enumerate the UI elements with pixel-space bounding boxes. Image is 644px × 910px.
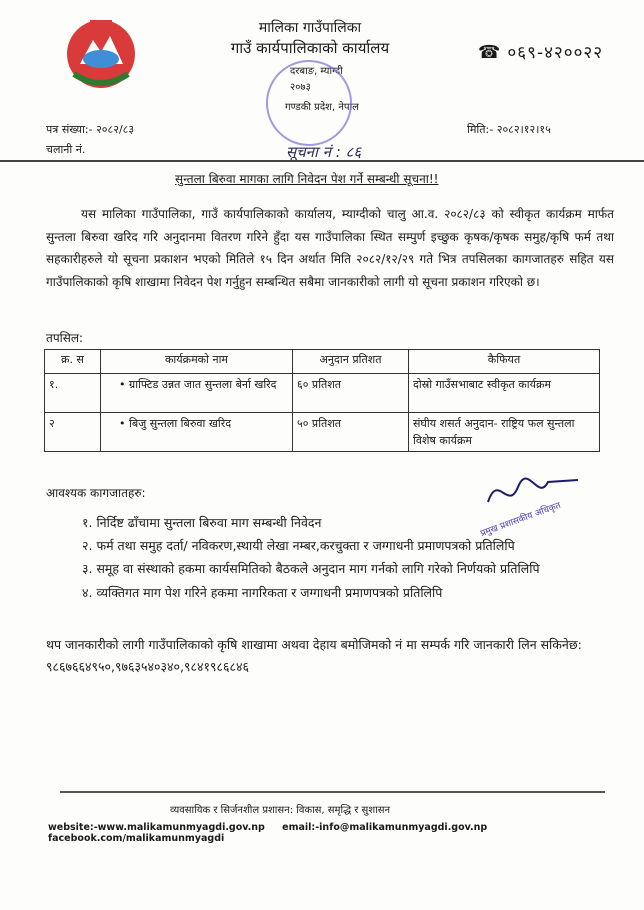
program-table [44,349,600,452]
phone-text: ०६९-४२००२२ [507,43,604,63]
letter-date: मिति:- २०८२।१२।१५ [467,123,551,136]
notice-number: सूचना नं : ८६ [286,143,362,161]
document-item: ४. व्यक्तिगत माग पेश गरिने हकमा नागरिकता र जग्गाधनी प्रमाणपत्रको प्रतिलिपि [82,585,443,600]
address-line: दरबाङ, म्याग्दी [290,66,343,77]
notice-body: यस मालिका गाउँपालिका, गाउँ कार्यपालिकाको कार्यालय, म्याग्दीको चालु आ.व. २०८२/८३ को स्वीकृत कार्यक्रम मार्फत सुन्तला बिरुवा खरिद गरि अनुदानमा वितरण गरिने हुँदा यस गाउँपालिका स्थित सम्पुर्ण इच्छुक कृषक/कृषक समुह/कृषि फर्म तथा सहकारीहरुले यो सूचना प्रकाशन भएको मितिले १५ दिन अर्थात मिति २०८२/१२/२९ गते भित्र तपसिलका कागजातहरु सहित यस गाउँपालिकाको कृषि शाखामा निवेदन पेश गर्नुहुन सम्बन्धित सबैमा जानकारीको लागी यो सूचना प्रकाशन गरिएको छ। [46,207,614,289]
header-program: कार्यक्रमको नाम [101,350,293,374]
footer-divider [60,791,605,793]
municipality-name: मालिका गाउँपालिका [258,20,362,36]
header-sn: क्र. स [45,350,101,374]
office-name: गाउँ कार्यपालिकाको कार्यालय [230,39,390,57]
dispatch-number: चलानी नं. [46,143,86,156]
footer-motto: व्यवसायिक र सिर्जनशील प्रशासन: विकास, समृद्धि र सुशासन [170,805,391,816]
letter-number: पत्र संख्या:- २०८२/८३ [46,123,135,136]
program-name: बिजु सुन्तला बिरुवा खरिद [129,417,232,430]
document-item: २. फर्म तथा समुह दर्ता/ नविकरण,स्थायी लेखा नम्बर,करचुक्ता र जग्गाधनी प्रमाणपत्रको प्रतिलिपि [82,538,515,553]
cell-program [101,374,293,413]
tapsil-label: तपसिल: [46,331,84,345]
footer-contact [48,822,644,844]
table-header-row [45,350,600,374]
table-row [45,374,600,413]
document-item: ३. समूह वा संस्थाको हकमा कार्यसमितिको बैठकले अनुदान माग गर्नको लागि गरेको निर्णयको प्रतिलिपि [82,561,540,576]
office-stamp [255,49,363,157]
province-line: गण्डकी प्रदेश, नेपाल [285,102,359,113]
cell-sn: १. [45,374,101,413]
bullet-icon: • [119,417,126,430]
email-link[interactable]: email:-info@malikamunmyagdi.gov.np [282,822,488,833]
notice-title: सुन्तला बिरुवा मागका लागि निवेदन पेश गर्ने सम्बन्धी सूचना!! [175,172,439,186]
bullet-icon: • [119,378,126,391]
cell-percent: ६० प्रतिशत [293,374,409,413]
header-divider [0,160,644,162]
phone-number[interactable] [478,40,603,63]
cell-program [101,413,293,452]
contact-info-paragraph: थप जानकारीको लागी गाउँपालिकाको कृषि शाखामा अथवा देहाय बमोजिमको नं मा सम्पर्क गरि जानकारी लिन सकिनेछ: ९८६७६६४९५०,९७६३५४०३४०,९८४१९८६८४६ [46,637,582,674]
signatory-title: प्रमुख प्रशासकीय अधिकृत [479,500,563,540]
phone-icon: ☎ [478,42,502,63]
cell-remark: दोस्रो गाउँसभाबाट स्वीकृत कार्यक्रम [409,374,600,413]
facebook-link[interactable]: facebook.com/malikamunmyagdi [48,833,225,844]
established-year: २०७३ [290,82,311,93]
cell-remark: संघीय शसर्त अनुदान- राष्ट्रिय फल सुन्तला विशेष कार्यक्रम [409,413,600,452]
header-percent: अनुदान प्रतिशत [293,350,409,374]
cell-percent: ५० प्रतिशत [293,413,409,452]
table-row [45,413,600,452]
document-item: १. निर्दिष्ट ढाँचामा सुन्तला बिरुवा माग सम्बन्धी निवेदन [82,515,322,530]
nepal-emblem-icon [60,12,142,92]
cell-sn: २ [45,413,101,452]
website-link[interactable]: website:-www.malikamunmyagdi.gov.np [48,822,265,833]
header-remark: कैफियत [409,350,600,374]
program-name: ग्राफ्टिड उन्नत जात सुन्तला बेर्ना खरिद [129,378,277,391]
documents-heading: आवश्यक कागजातहरु: [46,486,146,500]
